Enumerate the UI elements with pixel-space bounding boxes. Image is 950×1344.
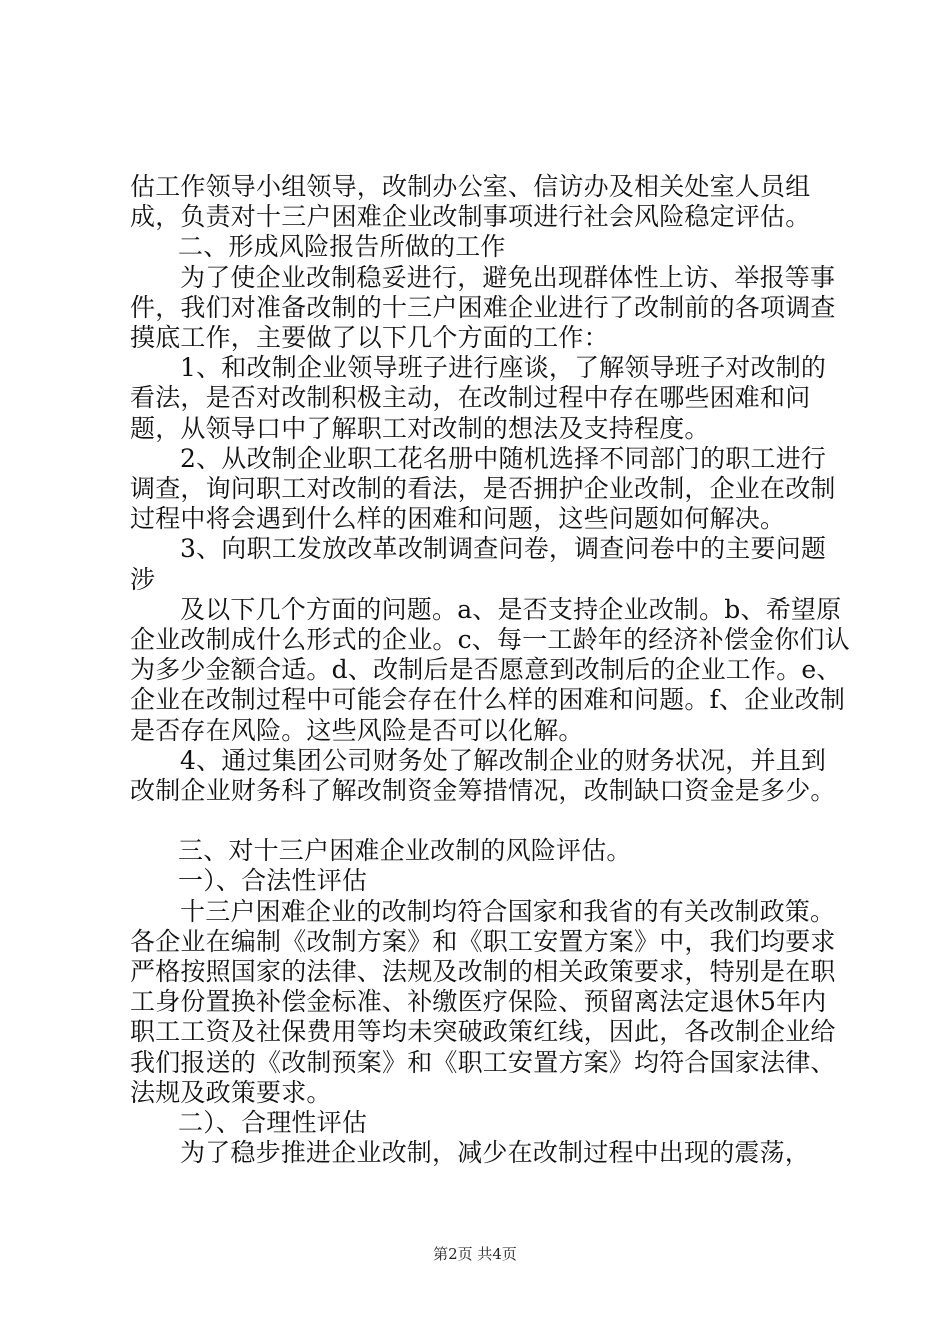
section-heading-2: 二、形成风险报告所做的工作 xyxy=(178,232,506,262)
page-number: 第2页 共4页 xyxy=(433,1245,517,1263)
paragraph: 及以下几个方面的问题。a、是否支持企业改制。b、希望原企业改制成什么形式的企业。c、每一工龄年的经济补偿金你们认为多少金额合适。d、改制后是否愿意到改制后的企业工作。e、企业在改制过程中可能会存在什么样的困难和问题。f、企业改制是否存在风险。这些风险是否可以化解。 xyxy=(130,594,850,745)
list-item: 4、通过集团公司财务处了解改制企业的财务状况，并且到改制企业财务科了解改制资金筹措情况，改制缺口资金是多少。 xyxy=(130,745,836,806)
paragraph-continuation: 估工作领导小组领导，改制办公室、信访办及相关处室人员组成，负责对十三户困难企业改制事项进行社会风险稳定评估。 xyxy=(130,172,811,232)
paragraph: 十三户困难企业的改制均符合国家和我省的有关改制政策。各企业在编制《改制方案》和《职工安置方案》中，我们均要求严格按照国家的法律、法规及改制的相关政策要求，特别是在职工身份置换补偿金标准、补缴医疗保险、预留离法定退休5年内职工工资及社保费用等均未突破政策红线，因此，各改制企业给我们报送的《改制预案》和《职工安置方案》均符合国家法律、法规及政策要求。 xyxy=(130,896,836,1107)
list-item: 3、向职工发放改革改制调查问卷，调查问卷中的主要问题涉 xyxy=(130,534,827,594)
section-heading-3: 三、对十三户困难企业改制的风险评估。 xyxy=(178,836,632,866)
list-item: 2、从改制企业职工花名册中随机选择不同部门的职工进行调查，询问职工对改制的看法，是否拥护企业改制，企业在改制过程中将会遇到什么样的困难和问题，这些问题如何解决。 xyxy=(130,443,836,534)
list-item: 1、和改制企业领导班子进行座谈，了解领导班子对改制的看法，是否对改制积极主动，在改制过程中存在哪些困难和问题，从领导口中了解职工对改制的想法及支持程度。 xyxy=(130,353,827,443)
subsection-heading: 一）、合法性评估 xyxy=(178,866,368,896)
paragraph: 为了稳步推进企业改制，减少在改制过程中出现的震荡， xyxy=(180,1138,811,1168)
document-body xyxy=(130,172,850,1169)
paragraph: 为了使企业改制稳妥进行，避免出现群体性上访、举报等事件，我们对准备改制的十三户困难企业进行了改制前的各项调查摸底工作，主要做了以下几个方面的工作： xyxy=(130,262,836,353)
paragraph-gap xyxy=(130,806,850,836)
subsection-heading: 二）、合理性评估 xyxy=(178,1108,368,1138)
